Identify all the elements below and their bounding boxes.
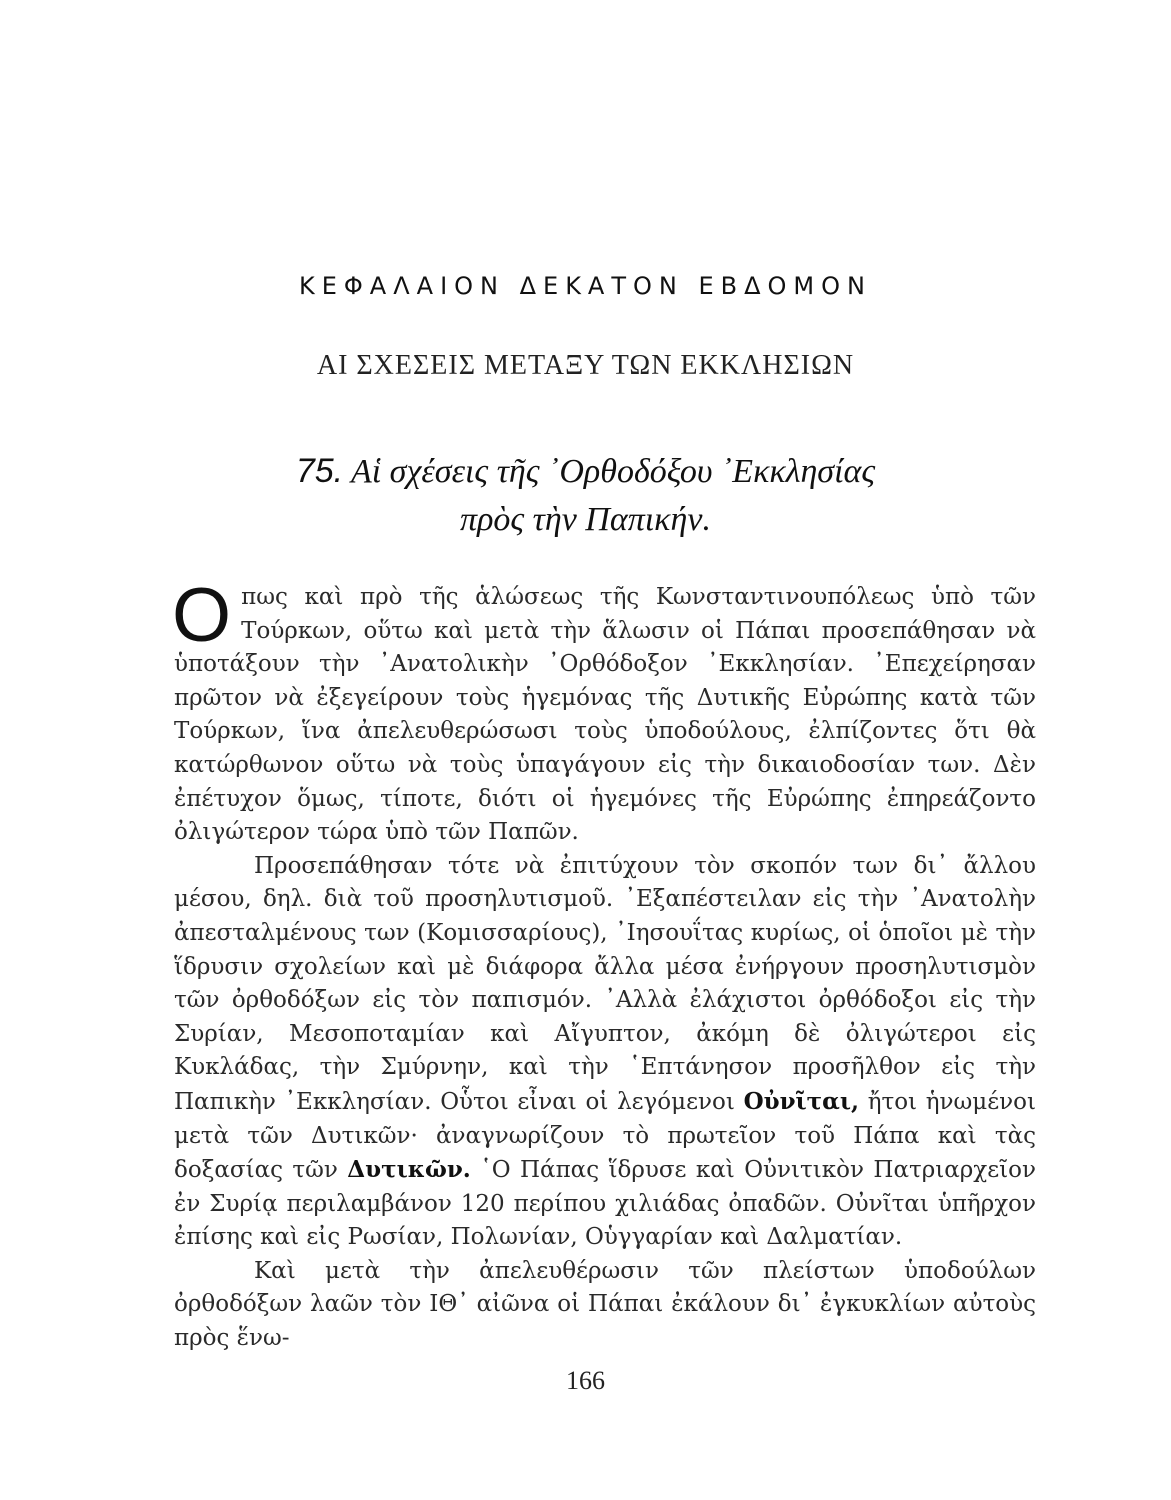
body-text [172,573,1036,1356]
section-title [170,447,1001,544]
chapter-subtitle: ΑΙ ΣΧΕΣΕΙΣ ΜΕΤΑΞΥ ΤΩΝ ΕΚΚΛΗΣΙΩΝ [316,350,855,381]
section-title-text-1: Αἱ σχέσεις τῆς ᾿Ορθοδόξου ᾿Εκκλησίας [350,453,876,490]
section-number: 75. [295,452,344,490]
paragraph-2-text-c: ῾Ο Πάπας ἵδρυσε καὶ Οὐνιτικὸν Πατριαρχεῖον ἐν Συρίᾳ περιλαμβάνον 120 περίπου χιλιάδας ὀπαδῶν. Οὐνῖται ὑπῆρχον ἐπίσης καὶ εἰς Ρωσίαν, Πολωνίαν, Οὑγγαρίαν καὶ Δαλματίαν. [174,1157,1036,1251]
page-number: 166 [566,1366,605,1395]
paragraph-3: Καὶ μετὰ τὴν ἀπελευθέρωσιν τῶν πλείστων ὑποδούλων ὀρθοδόξων λαῶν τὸν ΙΘ᾿ αἰῶνα οἱ Πάπαι ἐκάλουν δι᾿ ἐγκυκλίων αὐτοὺς πρὸς ἕνω- [174,1257,1036,1352]
paragraph-1 [172,573,1036,850]
paragraph-1-text: πως καὶ πρὸ τῆς ἁλώσεως τῆς Κωνσταντινουπόλεως ὑπὸ τῶν Τούρκων, οὕτω καὶ μετὰ τὴν ἅλωσιν οἱ Πάπαι προσεπάθησαν νὰ ὑποτάξουν τὴν ᾿Ανατολικὴν ᾿Ορθόδοξον ᾿Εκκλησίαν. ᾿Επεχείρησαν πρῶτον νὰ ἐξεγείρουν τοὺς ἡγεμόνας τῆς Δυτικῆς Εὐρώπης κατὰ τῶν Τούρκων, ἵνα ἀπελευθερώσωσι τοὺς ὑποδούλους, ἐλπίζοντες ὅτι θὰ κατώρθωνον οὕτω νὰ τοὺς ὑπαγάγουν εἰς τὴν δικαιοδοσίαν των. Δὲν ἐπέτυχον ὅμως, τίποτε, διότι οἱ ἡγεμόνες τῆς Εὐρώπης ἐπηρεάζοντο ὀλιγώτερον τώρα ὑπὸ τῶν Παπῶν. [174,584,1036,846]
paragraph-2-text-b: ἤτοι ἡνωμένοι μετὰ τῶν Δυτικῶν· ἀναγνωρίζουν τὸ πρωτεῖον τοῦ Πάπα καὶ τὰς δοξασίας τῶν [174,1088,1036,1184]
term-westerners: Δυτικῶν. [347,1156,471,1184]
paragraph-2-text-a: Προσεπάθησαν τότε νὰ ἐπιτύχουν τὸν σκοπόν των δι᾿ ἄλλου μέσου, δηλ. διὰ τοῦ προσηλυτισμοῦ. ᾿Εξαπέστειλαν εἰς τὴν ᾿Ανατολὴν ἀπεσταλμένους των (Κομισσαρίους), ᾿Ιησουΐτας κυρίως, οἱ ὁποῖοι μὲ τὴν ἵδρυσιν σχολείων καὶ μὲ διάφορα ἄλλα μέσα ἐνήργουν προσηλυτισμὸν τῶν ὀρθοδόξων εἰς τὸν παπισμόν. ᾿Αλλὰ ἐλάχιστοι ὀρθόδοξοι εἰς τὴν Συρίαν, Μεσοποταμίαν καὶ Αἴγυπτον, ἀκόμη δὲ ὀλιγώτεροι εἰς Κυκλάδας, τὴν Σμύρνην, καὶ τὴν ῾Επτάνησον προσῆλθον εἰς τὴν Παπικὴν ᾿Εκκλησίαν. Οὗτοι εἶναι οἱ λεγόμενοι [174,852,1036,1115]
chapter-heading: ΚΕΦΑΛΑΙΟΝ ΔΕΚΑΤΟΝ ΕΒΔΟΜΟΝ [299,272,872,300]
paragraph-2 [174,850,1036,1255]
section-title-line-1 [170,447,1001,496]
section-title-line-2: πρὸς τὴν Παπικήν. [460,501,711,538]
drop-cap: Ο [172,573,232,658]
term-uniates: Οὐνῖται, [743,1087,859,1115]
